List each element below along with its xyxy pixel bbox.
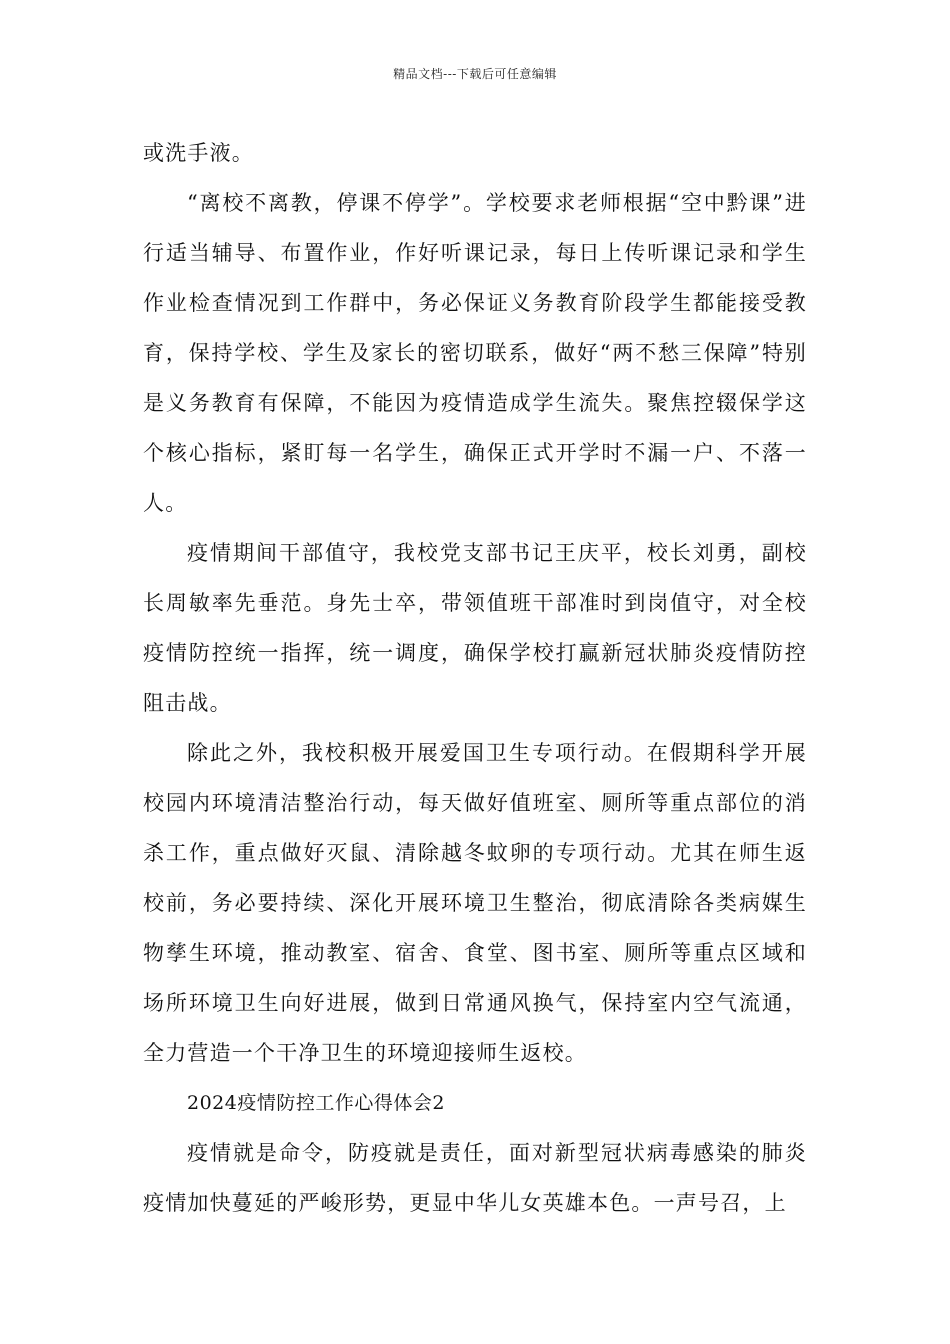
paragraph-duty: 疫情期间干部值守，我校党支部书记王庆平，校长刘勇，副校长周敏率先垂范。身先士卒，带领值班干部准时到岗值守，对全校疫情防控统一指挥，统一调度，确保学校打赢新冠状肺炎疫情防控阻击战。 — [143, 541, 807, 715]
paragraph-section-2-intro: 疫情就是命令，防疫就是责任，面对新型冠状病毒感染的肺炎疫情加快蔓延的严峻形势，更显中华儿女英雄本色。一声号召，上 — [143, 1141, 807, 1215]
paragraph-sanitation: 除此之外，我校积极开展爱国卫生专项行动。在假期科学开展校园内环境清洁整治行动，每天做好值班室、厕所等重点部位的消杀工作，重点做好灭鼠、清除越冬蚊卵的专项行动。尤其在师生返校前，务必要持续、深化开展环境卫生整治，彻底清除各类病媒生物孳生环境，推动教室、宿舍、食堂、图书室、厕所等重点区域和场所环境卫生向好进展，做到日常通风换气，保持室内空气流通，全力营造一个干净卫生的环境迎接师生返校。 — [143, 741, 807, 1065]
paragraph-teaching: “离校不离教，停课不停学”。学校要求老师根据“空中黔课”进行适当辅导、布置作业，作好听课记录，每日上传听课记录和学生作业检查情况到工作群中，务必保证义务教育阶段学生都能接受教育，保持学校、学生及家长的密切联系，做好“两不愁三保障”特别是义务教育有保障，不能因为疫情造成学生流失。聚焦控辍保学这个核心指标，紧盯每一名学生，确保正式开学时不漏一户、不落一人。 — [143, 191, 807, 515]
section-heading: 2024疫情防控工作心得体会2 — [187, 1092, 445, 1114]
paragraph-continuation: 或洗手液。 — [143, 141, 254, 165]
document-body — [143, 128, 807, 1228]
page-header: 精品文档---下载后可任意编辑 — [393, 67, 557, 81]
